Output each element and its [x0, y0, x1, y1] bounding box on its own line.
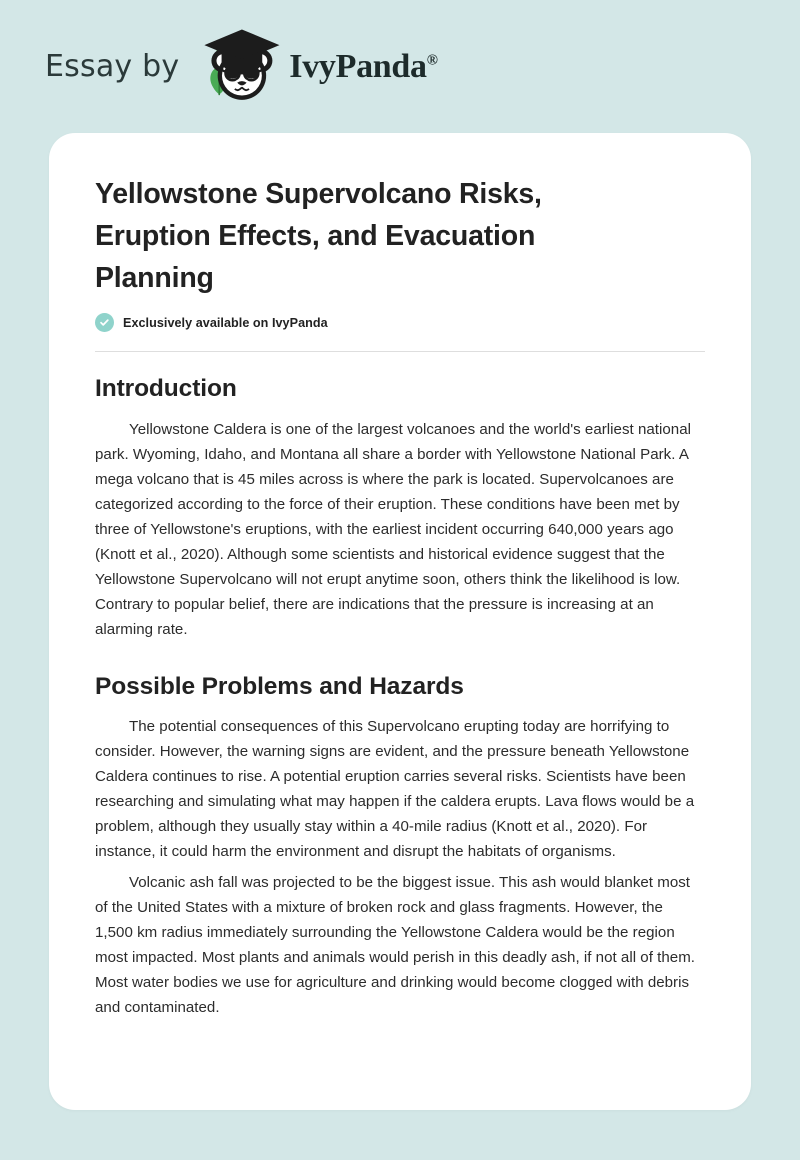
paragraph-block-introduction [95, 417, 705, 642]
paragraph: The potential consequences of this Supervolcano erupting today are horrifying to consider. However, the warning signs are evident, and the pressure beneath Yellowstone Caldera continues to rise. A potential eruption carries several risks. Scientists have been researching and simulating what may happen if the caldera erupts. Lava flows would be a problem, although they usually stay within a 40-mile radius (Knott et al., 2020). For instance, it could harm the environment and disrupt the habitats of organisms. [95, 718, 695, 861]
page-header [0, 0, 800, 133]
essay-card [49, 133, 751, 1110]
status-badge [95, 313, 705, 332]
brand-name-text: IvyPanda [289, 47, 427, 85]
status-badge-label: Exclusively available on IvyPanda [123, 315, 328, 330]
paragraph: Yellowstone Caldera is one of the largest volcanoes and the world's earliest national park. Wyoming, Idaho, and Montana all share a border with Yellowstone National Park. A mega volcano that is 45 miles across is where the park is located. Supervolcanoes are categorized according to the force of their eruption. These conditions have been met by three of Yellowstone's eruptions, with the earliest incident occurring 640,000 years ago (Knott et al., 2020). Although some scientists and historical evidence suggest that the Yellowstone Supervolcano will not erupt anytime soon, others think the likelihood is low. Contrary to popular belief, there are indications that the pressure is increasing at an alarming rate. [95, 420, 691, 638]
registered-trademark-symbol: ® [426, 52, 438, 69]
section-introduction [95, 374, 705, 642]
brand-wordmark [289, 47, 438, 85]
paragraph: Volcanic ash fall was projected to be the biggest issue. This ash would blanket most of the United States with a mixture of broken rock and glass fragments. However, the 1,500 km radius immediately surrounding the Yellowstone Caldera would be the region most impacted. Most plants and animals would perish in this deadly ash, if not all of them. Most water bodies we use for agriculture and drinking would become clogged with debris and contaminated. [95, 874, 695, 1017]
section-possible-problems-and-hazards [95, 672, 705, 1021]
section-heading-introduction: Introduction [95, 375, 237, 402]
panda-graduate-icon [195, 26, 281, 108]
paragraph-block-hazards [95, 714, 705, 1020]
brand-lockup[interactable] [45, 26, 438, 108]
check-circle-icon [95, 313, 114, 332]
page-title: Yellowstone Supervolcano Risks, Eruption Effects, and Evacuation Planning [95, 178, 542, 294]
header-divider [95, 351, 705, 352]
section-heading-possible-problems-and-hazards: Possible Problems and Hazards [95, 672, 464, 700]
essay-by-label: Essay by [45, 48, 180, 84]
